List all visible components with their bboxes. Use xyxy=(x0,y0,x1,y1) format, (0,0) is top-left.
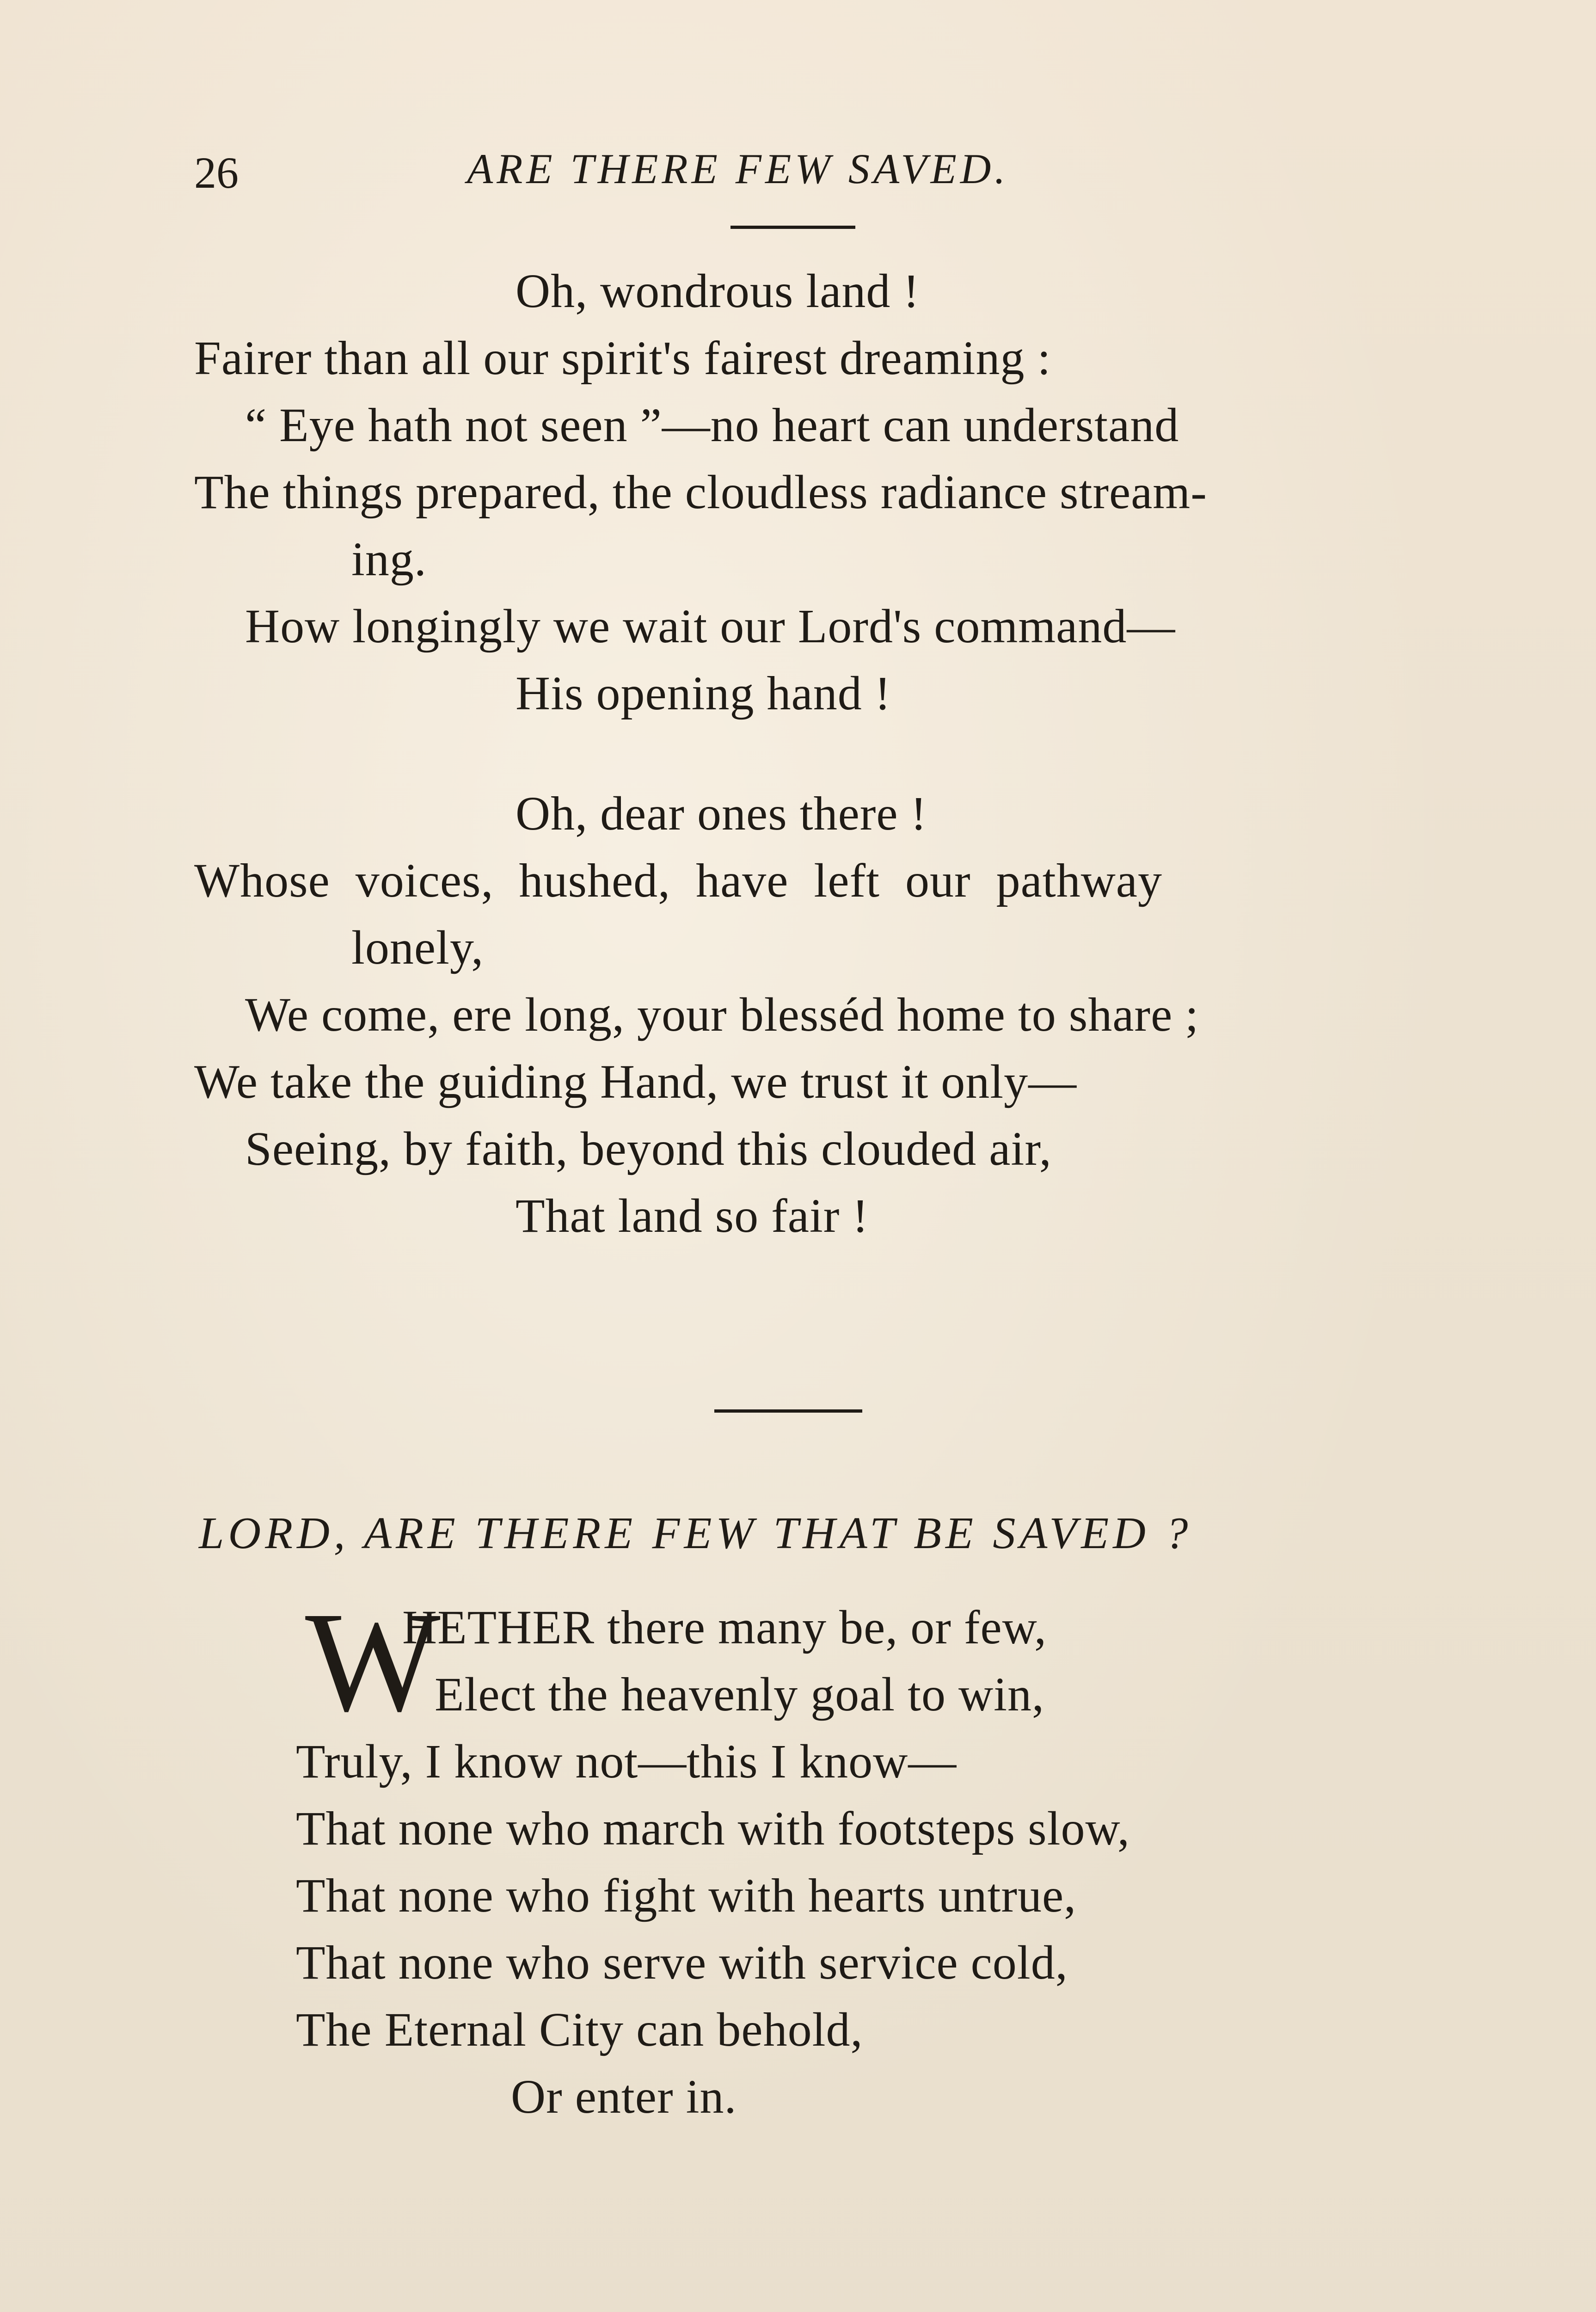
poem-line: “ Eye hath not seen ”—no heart can understand xyxy=(245,399,1179,452)
poem-line: Truly, I know not—this I know— xyxy=(296,1735,957,1788)
poem-line: Seeing, by faith, beyond this clouded air, xyxy=(245,1122,1052,1175)
poem-line: We come, ere long, your blesséd home to share ; xyxy=(245,988,1199,1041)
poem-line: Fairer than all our spirit's fairest dreaming : xyxy=(194,332,1051,385)
poem-line: His opening hand ! xyxy=(516,667,891,720)
poem-title: LORD, ARE THERE FEW THAT BE SAVED ? xyxy=(199,1508,1192,1558)
poem-line: Whose voices, hushed, have left our pathway xyxy=(194,854,1162,907)
poem-line: Oh, wondrous land ! xyxy=(516,264,920,318)
poem-line: We take the guiding Hand, we trust it only— xyxy=(194,1055,1077,1108)
running-title: ARE THERE FEW SAVED. xyxy=(467,145,1009,192)
poem-line: How longingly we wait our Lord's command— xyxy=(245,600,1176,653)
section-divider xyxy=(714,1409,862,1413)
poem-line: Or enter in. xyxy=(511,2070,737,2123)
poem-line: HETHER there many be, or few, xyxy=(402,1601,1047,1654)
poem-line: Elect the heavenly goal to win, xyxy=(435,1668,1045,1721)
poem-line: ing. xyxy=(351,533,427,586)
page-number: 26 xyxy=(194,148,239,197)
poem-line: Oh, dear ones there ! xyxy=(516,787,927,840)
poem-line: That none who fight with hearts untrue, xyxy=(296,1869,1077,1922)
poem-line: The Eternal City can behold, xyxy=(296,2003,863,2056)
drop-cap: W xyxy=(305,1583,441,1741)
poem-line: That none who march with footsteps slow, xyxy=(296,1802,1130,1855)
poem-line: The things prepared, the cloudless radiance stream- xyxy=(194,466,1207,519)
poem-line: That none who serve with service cold, xyxy=(296,1936,1068,1989)
poem-line: lonely, xyxy=(351,921,484,974)
poem-line: That land so fair ! xyxy=(516,1189,869,1242)
header-rule xyxy=(730,226,855,229)
